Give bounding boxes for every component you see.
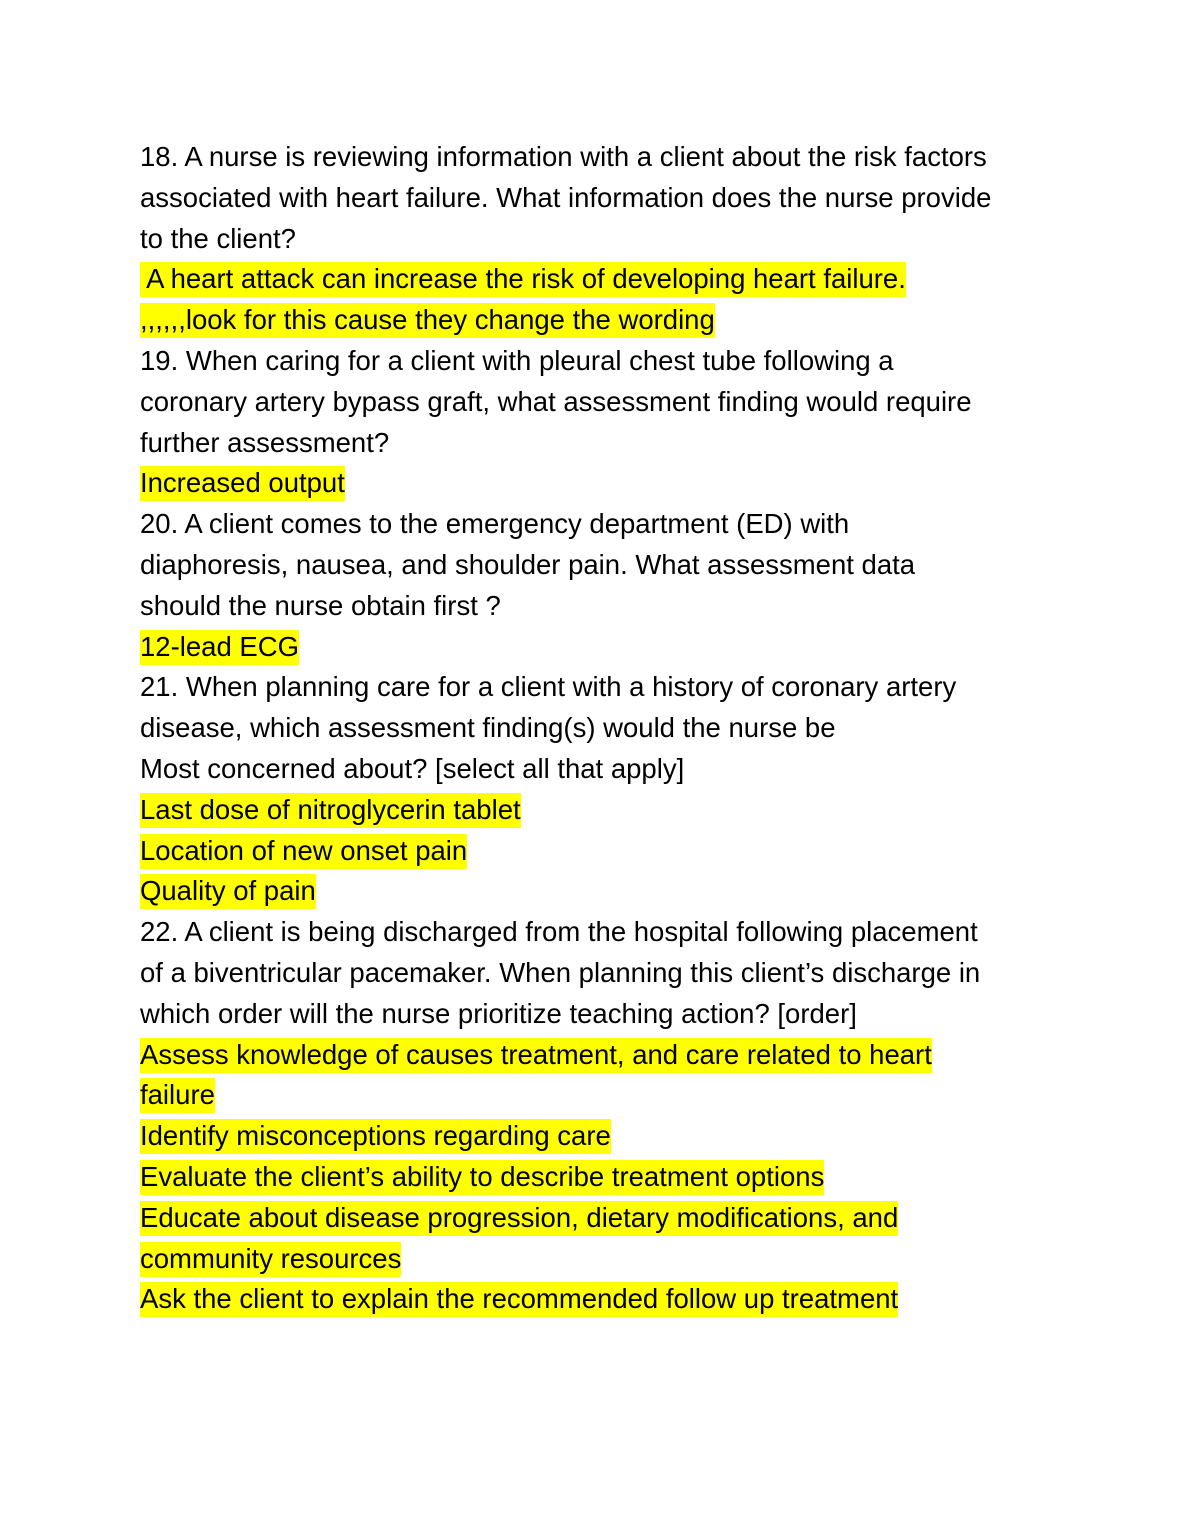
highlighted-answer: Assess knowledge of causes treatment, and care related to heart (140, 1038, 932, 1073)
highlighted-answer: Ask the client to explain the recommended follow up treatment (140, 1282, 898, 1317)
question-block-18 (140, 137, 1060, 341)
highlighted-answer: A heart attack can increase the risk of developing heart failure. (140, 262, 906, 297)
question-text-line: 21. When planning care for a client with a history of coronary artery (140, 671, 957, 703)
answer-line (140, 1239, 1060, 1280)
highlighted-answer: ,,,,,,look for this cause they change the wording (140, 303, 715, 338)
highlighted-answer: community resources (140, 1242, 401, 1277)
answer-line (140, 1157, 1060, 1198)
question-text-line: associated with heart failure. What information does the nurse provide (140, 181, 992, 213)
question-text-line: 19. When caring for a client with pleural chest tube following a (140, 344, 894, 376)
answer-line (140, 871, 1060, 912)
question-text-line: to the client? (140, 222, 296, 254)
highlighted-answer: Evaluate the client’s ability to describe treatment options (140, 1160, 824, 1195)
question-text-line: 22. A client is being discharged from the hospital following placement (140, 916, 978, 948)
answer-line (140, 259, 1060, 300)
answer-line (140, 1198, 1060, 1239)
question-text-line: diaphoresis, nausea, and shoulder pain. What assessment data (140, 548, 916, 580)
answer-line (140, 1116, 1060, 1157)
document-page (140, 137, 1060, 1320)
question-text-line: 20. A client comes to the emergency department (ED) with (140, 508, 850, 540)
highlighted-answer: Increased output (140, 466, 345, 501)
question-text-line: Most concerned about? [select all that apply] (140, 752, 685, 784)
question-text-line: which order will the nurse prioritize teaching action? [order] (140, 997, 857, 1029)
question-text-line: 18. A nurse is reviewing information with a client about the risk factors (140, 141, 987, 172)
answer-line (140, 463, 1060, 504)
answer-line (140, 790, 1060, 831)
highlighted-answer: Quality of pain (140, 874, 316, 909)
highlighted-answer: failure (140, 1078, 215, 1113)
answer-line (140, 831, 1060, 872)
question-text-line: of a biventricular pacemaker. When planning this client’s discharge in (140, 956, 981, 988)
question-block-21 (140, 667, 1060, 912)
highlighted-answer: Last dose of nitroglycerin tablet (140, 793, 521, 828)
highlighted-answer: Educate about disease progression, dietary modifications, and (140, 1201, 898, 1236)
question-text-line: should the nurse obtain first ? (140, 589, 501, 621)
highlighted-answer: Location of new onset pain (140, 834, 467, 869)
answer-line (140, 627, 1060, 668)
question-text-line: disease, which assessment finding(s) would the nurse be (140, 712, 836, 744)
answer-line (140, 300, 1060, 341)
answer-line (140, 1075, 1060, 1116)
question-block-19 (140, 341, 1060, 504)
highlighted-answer: Identify misconceptions regarding care (140, 1119, 611, 1154)
question-block-22 (140, 912, 1060, 1320)
question-block-20 (140, 504, 1060, 667)
question-text-line: further assessment? (140, 426, 390, 458)
question-text-line: coronary artery bypass graft, what assessment finding would require (140, 385, 972, 417)
answer-line (140, 1035, 1060, 1076)
answer-line (140, 1279, 1060, 1320)
highlighted-answer: 12-lead ECG (140, 630, 299, 665)
